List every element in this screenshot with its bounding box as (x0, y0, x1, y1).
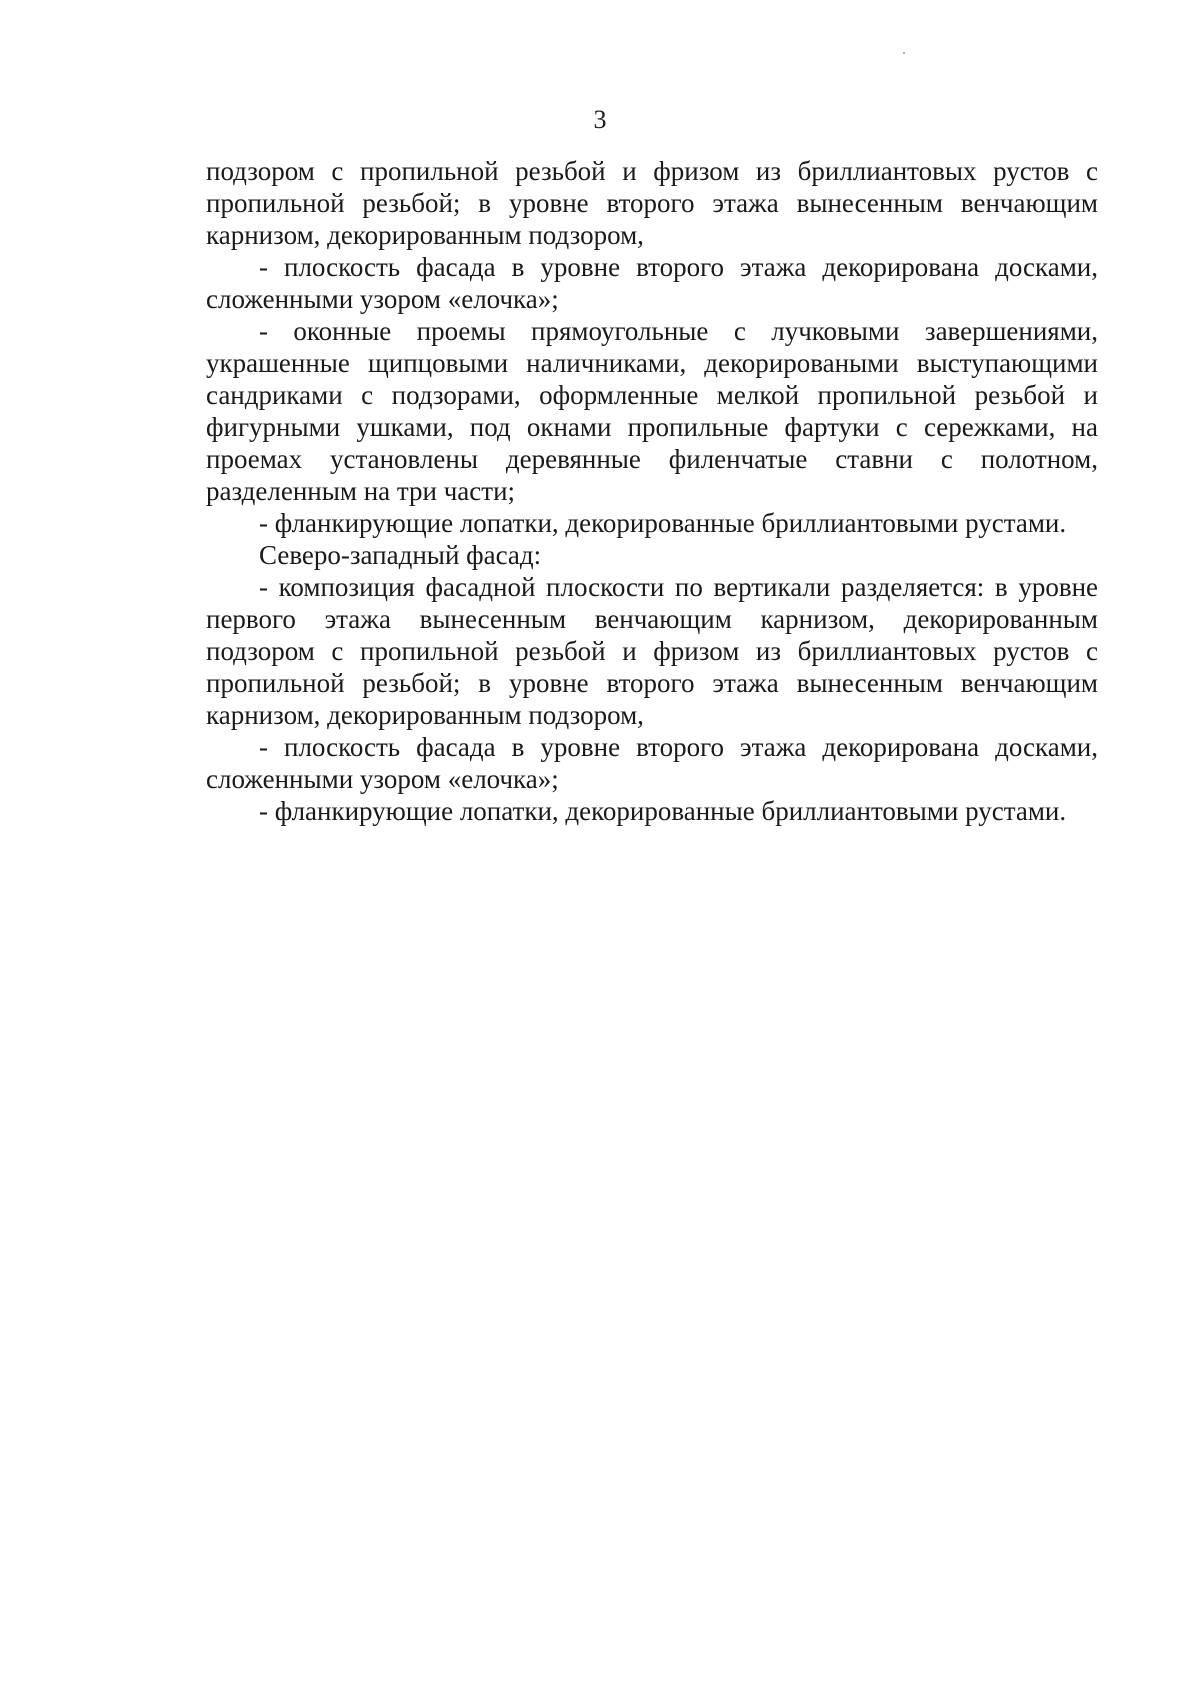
scan-speck (903, 52, 905, 54)
paragraph-flanking-pilasters-2: - фланкирующие лопатки, декорированные бриллиантовыми рустами. (259, 796, 1067, 826)
paragraph-facade-composition: - композиция фасадной плоскости по вертикали разделяется: в уровне первого этажа вынесенным венчающим карнизом, декорированным подзором с пропильной резьбой и фризом из бриллиантовых рустов с пропильной резьбой; в уровне второго этажа вынесенным венчающим карнизом, декорированным подзором, (206, 572, 1098, 730)
paragraph-flanking-pilasters: - фланкирующие лопатки, декорированные бриллиантовыми рустами. (259, 508, 1067, 538)
paragraph-facade-plane-2: - плоскость фасада в уровне второго этажа декорирована досками, сложенными узором «елочка»; (206, 732, 1098, 794)
document-body (206, 155, 1098, 827)
page-number: 3 (593, 105, 607, 134)
paragraph-facade-plane: - плоскость фасада в уровне второго этажа декорирована досками, сложенными узором «елочка»; (206, 252, 1098, 314)
paragraph-window-openings: - оконные проемы прямоугольные с лучковыми завершениями, украшенные щипцовыми наличниками, декорироваными выступающими сандриками с подзорами, оформленные мелкой пропильной резьбой и фигурными ушками, под окнами пропильные фартуки с сережками, на проемах установлены деревянные филенчатые ставни с полотном, разделенным на три части; (206, 316, 1098, 506)
section-heading-northwest-facade: Северо-западный фасад: (259, 540, 542, 570)
paragraph-continuation: подзором с пропильной резьбой и фризом из бриллиантовых рустов с пропильной резьбой; в уровне второго этажа вынесенным венчающим карнизом, декорированным подзором, (206, 156, 1098, 250)
